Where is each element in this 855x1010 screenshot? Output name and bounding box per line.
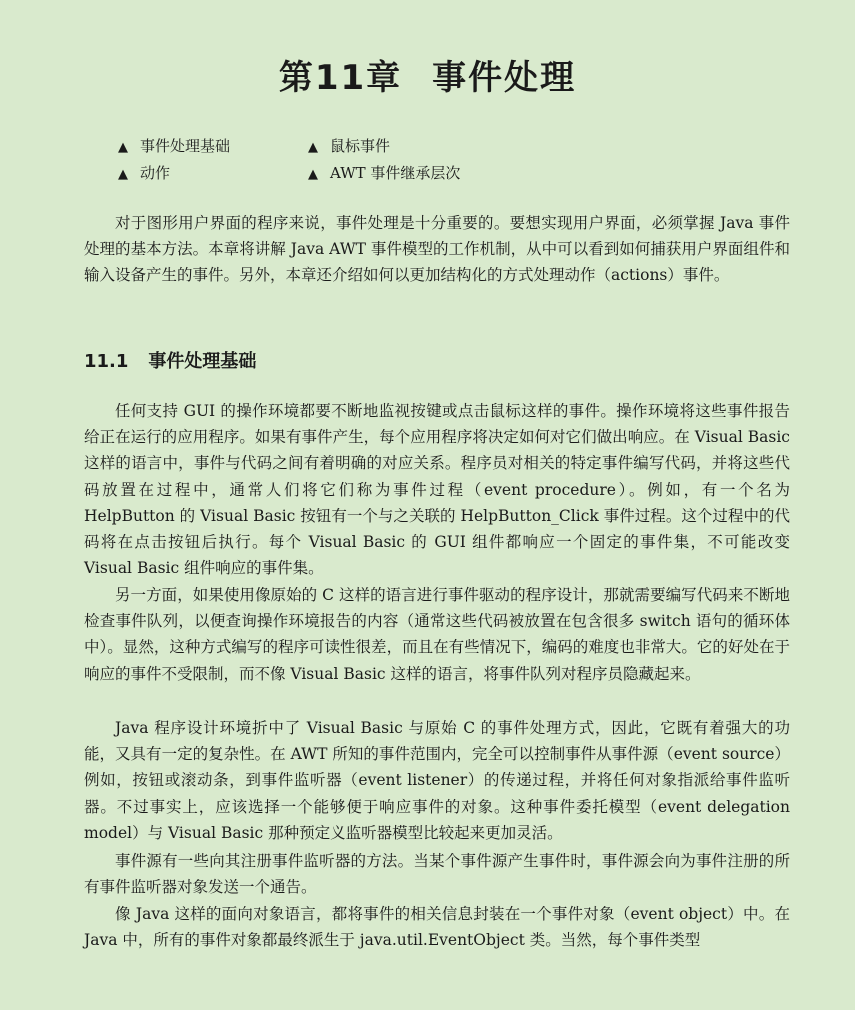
toc-item: ▲ 事件处理基础 [118, 137, 231, 155]
triangle-bullet-icon: ▲ [308, 167, 318, 182]
section-number: 11.1 [84, 351, 129, 372]
section-title: 事件处理基础 [148, 351, 257, 372]
body-paragraph: 像 Java 这样的面向对象语言，都将事件的相关信息封装在一个事件对象（event object）中。在 Java 中，所有的事件对象都最终派生于 java.util.EventObject 类。当然，每个事件类型 [84, 905, 790, 950]
body-paragraph: 事件源有一些向其注册事件监听器的方法。当某个事件源产生事件时，事件源会向为事件注册的所有事件监听器对象发送一个通告。 [84, 852, 790, 897]
chapter-number: 第11章 [278, 58, 403, 98]
triangle-bullet-icon: ▲ [308, 140, 318, 155]
chapter-name: 事件处理 [432, 58, 577, 98]
triangle-bullet-icon: ▲ [118, 167, 128, 182]
toc-item: ▲ 鼠标事件 [308, 137, 391, 155]
body-paragraph: 另一方面，如果使用像原始的 C 这样的语言进行事件驱动的程序设计，那就需要编写代码来不断地检查事件队列，以便查询操作环境报告的内容（通常这些代码被放置在包含很多 switch 语句的循环体中）。显然，这种方式编写的程序可读性很差，而且在有些情况下，编码的难度也非常大。它的好处在于响应的事件不受限制，而不像 Visual Basic 这样的语言，将事件队列对程序员隐藏起来。 [84, 586, 790, 683]
body-paragraph: Java 程序设计环境折中了 Visual Basic 与原始 C 的事件处理方式，因此，它既有着强大的功能，又具有一定的复杂性。在 AWT 所知的事件范围内，完全可以控制事件从事件源（event source）例如，按钮或滚动条，到事件监听器（event listener）的传递过程，并将任何对象指派给事件监听器。不过事实上，应该选择一个能够便于响应事件的对象。这种事件委托模型（event delegation model）与 Visual Basic 那种预定义监听器模型比较起来更加灵活。 [84, 719, 790, 842]
toc-item: ▲ AWT 事件继承层次 [308, 164, 461, 182]
toc-item: ▲ 动作 [118, 164, 171, 182]
triangle-bullet-icon: ▲ [118, 140, 128, 155]
body-paragraph: 任何支持 GUI 的操作环境都要不断地监视按键或点击鼠标这样的事件。操作环境将这些事件报告给正在运行的应用程序。如果有事件产生，每个应用程序将决定如何对它们做出响应。在 Visual Basic 这样的语言中，事件与代码之间有着明确的对应关系。程序员对相关的特定事件编写代码，并将这些代码放置在过程中，通常人们将它们称为事件过程（event procedure）。例如，有一个名为 HelpButton 的 Visual Basic 按钮有一个与之关联的 HelpButton_Click 事件过程。这个过程中的代码将在点击按钮后执行。每个 Visual Basic 的 GUI 组件都响应一个固定的事件集，不可能改变 Visual Basic 组件响应的事件集。 [84, 402, 790, 578]
section-heading [84, 347, 256, 373]
chapter-title [0, 50, 855, 99]
intro-paragraph: 对于图形用户界面的程序来说，事件处理是十分重要的。要想实现用户界面，必须掌握 Java 事件处理的基本方法。本章将讲解 Java AWT 事件模型的工作机制，从中可以看到如何捕获用户界面组件和输入设备产生的事件。另外，本章还介绍如何以更加结构化的方式处理动作（actions）事件。 [84, 214, 790, 285]
